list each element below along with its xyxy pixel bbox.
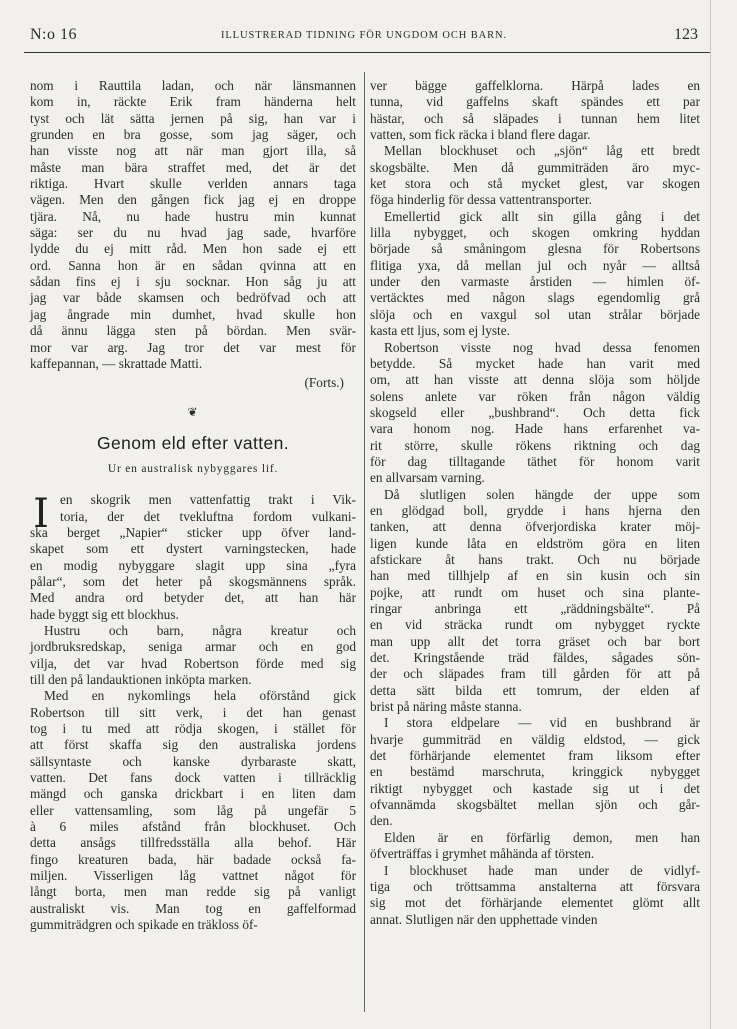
text-line: gummiträdgren och spikade en träkloss öf- — [30, 917, 258, 933]
text-line: tjära. Nå, nu hade hustru min kunnat — [30, 208, 356, 224]
article-body — [30, 492, 356, 933]
text-line: långt borta, men man redde sig på vanligt — [30, 884, 356, 900]
text-line: Robertson till sitt verk, i det han genast — [30, 704, 356, 720]
text-line: då ännu lägga sten på bördan. Men svär- — [30, 323, 356, 339]
text-line: australiskt vis. Man tog en gaffelformad — [30, 900, 356, 916]
text-line: en vid sträcka rundt om nybygget ryckte — [370, 617, 700, 633]
text-line: jag var både skamsen och bedröfvad och att — [30, 290, 356, 306]
text-line: toria, der det tvekluftna fordom vulkani- — [60, 508, 356, 524]
text-line: han med tillhjelp af en sin kusin och sin — [370, 568, 700, 584]
text-line: vägen. Men den gången fick jag ej en droppe — [30, 192, 356, 208]
text-line: Då slutligen solen hängde der uppe som — [384, 486, 700, 502]
text-line: mängd och ganska drickbart i en liten dam — [30, 786, 356, 802]
story-continuation — [30, 78, 356, 372]
text-line: tunna, vid gaffelns skaft spändes ett par — [370, 94, 700, 110]
text-line: à 6 miles afstånd från blockhuset. Och — [30, 819, 356, 835]
text-line: kaffepannan, — skrattade Matti. — [30, 355, 203, 371]
text-line: vertäcktes med någon slags egendomlig grå — [370, 290, 700, 306]
text-line: lydde du ej mitt råd. Men hon sade ej ett — [30, 241, 356, 257]
text-line: tyst och lät sätta jernen på sig, han var i — [30, 110, 356, 126]
text-line: miljen. Visserligen låg vattnet något för — [30, 868, 356, 884]
text-line: Robertson visste nog hvad dessa fenomen — [384, 339, 700, 355]
text-line: kasta ett ljus, som ej lyste. — [370, 323, 510, 339]
text-line: om, att han visste att denna slöja som höljde — [370, 372, 700, 388]
page-header — [30, 26, 698, 48]
text-line: hvarje gummiträd en väldig eldstod, — gick — [370, 731, 700, 747]
text-line: pojke, att rundt om huset och sina plante- — [370, 584, 700, 600]
article-body-start — [30, 492, 356, 933]
text-line: riktiga. Hvart skulle verlden annars taga — [30, 176, 356, 192]
text-line: till den på landauktionen inköpta marken. — [30, 671, 252, 687]
text-line: vara honom nog. Hade hans erfarenhet va- — [370, 421, 700, 437]
text-line: skogseld eller „bushbrand“. Och detta fick — [370, 404, 700, 420]
text-line: han visste nog att när man gjort illa, så — [30, 143, 356, 159]
text-line: rit större, skulle rökens riktning och dag — [370, 437, 700, 453]
text-line: jordbruksredskap, seniga armar och en god — [30, 639, 356, 655]
text-line: hästar, och så släpades i tunnan hem litet — [370, 110, 700, 126]
text-line: man upp allt det torra gräset och bar bort — [370, 633, 700, 649]
text-line: ver bägge gaffelklorna. Härpå lades en — [370, 78, 700, 93]
text-line: ord. Sanna hon är en sådan qvinna att en — [30, 257, 356, 273]
text-line: en glödgad boll, grydde i hans hjerna den — [370, 502, 700, 518]
forts-label: (Forts.) — [304, 375, 344, 391]
right-column — [370, 78, 700, 928]
ornament-icon: ❦ — [187, 405, 199, 420]
text-line: pålar“, som det heter på skogsmännens språk. — [30, 573, 356, 589]
text-line: grunden en bra gosse, som jag säger, och — [30, 127, 356, 143]
text-line: eller vattensamling, som låg på ungefär 5 — [30, 802, 356, 818]
text-line: vatten, som fick räcka i bland flere dagar. — [370, 127, 591, 143]
text-line: för dag tilltagande täthet för honom varit — [370, 453, 700, 469]
text-line: en modig nybyggare slagit upp sina „fyra — [30, 557, 356, 573]
text-line: den. — [370, 813, 393, 829]
text-line: I stora eldpelare — vid en bushbrand är — [384, 715, 700, 731]
text-line: brist på näring måste stanna. — [370, 699, 522, 715]
text-line: en allvarsam varning. — [370, 470, 485, 486]
column-divider — [364, 72, 365, 1012]
text-line: skogsbälte. Men då gummiträden äro myc- — [370, 159, 700, 175]
text-line: Hustru och barn, några kreatur och — [44, 622, 356, 638]
article-title: Genom eld efter vatten. — [96, 433, 290, 454]
text-line: ofvannämda skogsbältet mellan sjön och går- — [370, 797, 700, 813]
text-line: nom i Rauttila ladan, och när länsmannen — [30, 78, 356, 93]
text-line: tog i tu med att rödja skogen, i stället för — [30, 721, 356, 736]
text-line: jag ångrade min dumhet, hvad skulle hon — [30, 306, 356, 322]
text-line: detta ansågs tillfredsställa alla behof. Här — [30, 835, 356, 851]
text-line: der och släpades fram till gården för att på — [370, 666, 700, 682]
page-number: 123 — [674, 26, 698, 43]
header-rule — [24, 52, 710, 53]
text-line: riktigt nybygget och kastade sig ut i det — [370, 780, 700, 796]
text-line: Emellertid gick allt sin gilla gång i det — [384, 208, 700, 224]
text-line: säga: ser du nu hvad jag sade, hvarföre — [30, 225, 356, 241]
text-line: ska berget „Napier“ sticker upp öfver land- — [30, 524, 356, 540]
text-line: Mellan blockhuset och „sjön“ låg ett bredt — [384, 143, 700, 159]
text-line: I blockhuset hade man under de vidlyf- — [384, 862, 700, 878]
text-line: sådan fins ej i sju socknar. Hon såg ju att — [30, 274, 356, 290]
text-line: skapet som ett dystert varningstecken, hade — [30, 541, 356, 557]
text-line: att först skaffa sig den australiska jordens — [30, 737, 356, 753]
text-line: började så småningom glesna för Robertsons — [370, 241, 700, 257]
left-column — [30, 78, 356, 933]
text-line: vatten. Det fans dock vatten i tillräcklig — [30, 770, 356, 786]
text-line: hade byggt sig ett blockhus. — [30, 606, 179, 622]
text-line: sig mot det förhärjande elementet glömt allt — [370, 895, 700, 911]
article-subtitle: Ur en australisk nybyggares lif. — [107, 463, 279, 476]
text-line: måste man bära straffet med, det är det — [30, 159, 356, 175]
text-line: afstickare åt hans trakt. Och nu började — [370, 551, 700, 567]
text-line: föga hinderlig för dessa vattentransporter. — [370, 192, 592, 208]
text-line: annat. Slutligen när den upphettade vinden — [370, 911, 598, 927]
text-line: ket stora och stå mycket glest, var skogen — [370, 176, 700, 192]
text-line: lilla nybygget, och skogen omkring hyddan — [370, 225, 700, 241]
text-line: en bestämd marschruta, kringgick nybygget — [370, 764, 700, 780]
dropcap-initial: I — [33, 491, 49, 538]
text-line: en skogrik men vattenfattig trakt i Vik- — [60, 492, 356, 508]
issue-number: N:o 16 — [30, 26, 77, 43]
text-line: Med en nykomlings hela oförstånd gick — [44, 688, 356, 704]
text-line: vilja, det var hvad Robertson förde med sig — [30, 655, 356, 671]
text-line: betydde. Så mycket hade han varit med — [370, 355, 700, 371]
text-line: under den varmaste årstiden — himlen öf- — [370, 274, 700, 290]
text-line: kom in, räckte Erik fram händerna helt — [30, 94, 356, 110]
text-line: solens anlete var röken från någon väldig — [370, 388, 700, 404]
text-line: flitiga yxa, då mellan jul och nyår — alltså — [370, 257, 700, 273]
journal-title: ILLUSTRERAD TIDNING FÖR UNGDOM OCH BARN. — [220, 30, 508, 41]
text-line: fingo kreaturen bada, här badade också fa- — [30, 851, 356, 867]
text-line: detta sätt bilda ett tomrum, der elden af — [370, 682, 700, 698]
text-line: ligen kunde låta en eldström göra en liten — [370, 535, 700, 551]
text-line: ringar anbringa ett „räddningsbälte“. På — [370, 601, 700, 616]
article-continuation — [370, 78, 700, 928]
text-line: sällsyntaste och kanske dyrbaraste skatt, — [30, 753, 356, 769]
text-line: Elden är en förfärlig demon, men han — [384, 829, 700, 845]
text-line: slöja och en vaxgul sol utan strålar började — [370, 306, 700, 322]
text-line: tanken, att denna öfverjordiska krater möj- — [370, 519, 700, 535]
text-line: det förhärjande elementet fram liksom efter — [370, 748, 700, 764]
text-line: mor var arg. Jag tror det var mest för — [30, 339, 356, 355]
text-line: öfverträffas i grymhet måhända af törsten. — [370, 846, 595, 862]
text-line: tiga och tröttsamma anstalterna att försvara — [370, 878, 700, 894]
spacer — [30, 480, 356, 492]
text-line: Med andra ord betyder det, att han här — [30, 590, 356, 606]
text-line: det. Kringstående träd fäldes, sågades sön- — [370, 650, 700, 666]
page-edge — [710, 0, 711, 1029]
